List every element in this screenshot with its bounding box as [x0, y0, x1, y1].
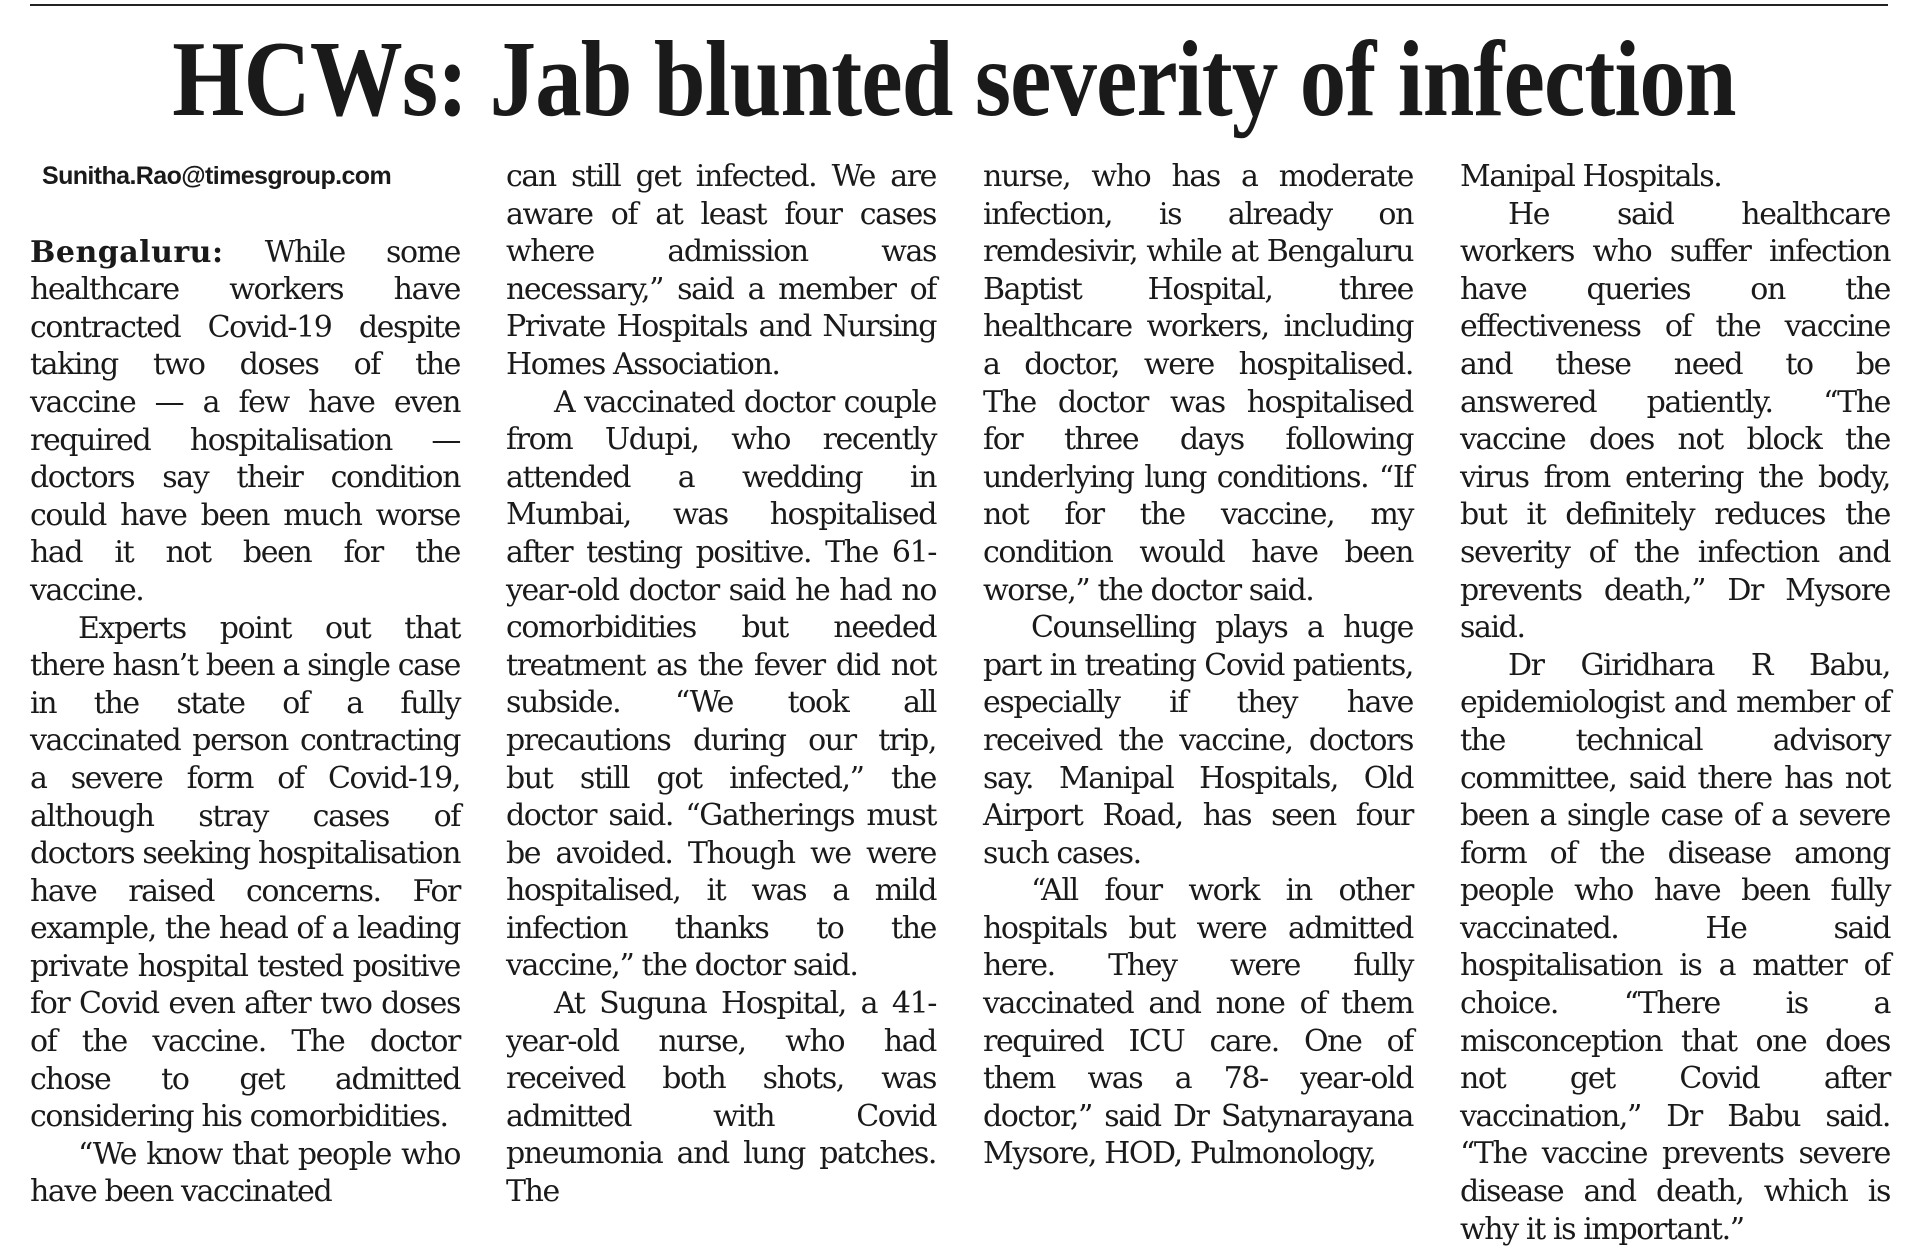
paragraph-4: A vaccinated doctor couple from Udupi, who recently attended a wedding in Mumbai, was hospitalised after testing positive. The 61-year-old doctor said he had no comorbidities but needed treatment as the fever did not subside. “We took all precautions during our trip, but still got infected,” the doctor said. “Gatherings must be avoided. Though we were hospitalised, it was a mild infection thanks to the vaccine,” the doctor said.: [506, 384, 936, 984]
paragraph-2: Experts point out that there hasn’t been a single case in the state of a fully vaccinated person contracting a severe form of Covid-19, although stray cases of doctors seeking hospitalisation have raised concerns. For example, the head of a leading private hospital tested positive for Covid even after two doses of the vaccine. The doctor chose to get admitted considering his comorbidities.: [30, 610, 460, 1135]
paragraph-7-end: Manipal Hospitals.: [1460, 159, 1722, 194]
paragraph-8: He said healthcare workers who suffer infection have queries on the effectiveness of the vaccine and these need to be answered patiently. “The vaccine does not block the virus from entering the body, but it definitely reduces the severity of the infection and prevents death,” Dr Mysore said.: [1460, 196, 1890, 646]
paragraph-7-start: “All four work in other hospitals but were admitted here. They were fully vaccinated and none of them required ICU care. One of them was a 78- year-old doctor,” said Dr Satynarayana Mysore, HOD, Pulmonology,: [983, 873, 1413, 1172]
article-column-2: [506, 158, 936, 1211]
dateline: Bengaluru:: [30, 234, 224, 270]
paragraph-6: Counselling plays a huge part in treating Covid patients, especially if they have received the vaccine, doctors say. Manipal Hospitals, Old Airport Road, has seen four such cases.: [983, 610, 1413, 871]
article-column-3: [983, 158, 1413, 1173]
top-rule: [30, 4, 1888, 6]
article-column-1: [30, 158, 460, 1211]
paragraph-9: Dr Giridhara R Babu, epidemiologist and member of the technical advisory committee, said there has not been a single case of a severe form of the disease among people who have been fully vaccinated. He said hospitalisation is a matter of choice. “There is a misconception that one does not get Covid after vaccination,” Dr Babu said. “The vaccine prevents severe disease and death, which is why it is important.”: [1460, 647, 1890, 1247]
paragraph-5-end: nurse, who has a moderate infection, is already on remdesivir, while at Bengaluru Baptist Hospital, three healthcare workers, including a doctor, were hospitalised. The doctor was hospitalised for three days following underlying lung conditions. “If not for the vaccine, my condition would have been worse,” the doctor said.: [983, 159, 1413, 608]
paragraph-5-start: At Suguna Hospital, a 41-year-old nurse, who had received both shots, was admitted with Covid pneumonia and lung patches. The: [506, 986, 936, 1210]
paragraph-1-text: While some healthcare workers have contracted Covid-19 despite taking two doses of the vaccine — a few have even required hospitalisation — doctors say their condition could have been much worse had it not been for the vaccine.: [30, 234, 461, 608]
paragraph-1: [30, 234, 460, 610]
paragraph-3-end: can still get infected. We are aware of at least four cases where admission was necessary,” said a member of Private Hospitals and Nursing Homes Association.: [506, 159, 936, 382]
article-column-4: [1460, 158, 1890, 1248]
byline-email: Sunitha.Rao@timesgroup.com: [42, 162, 392, 190]
headline: HCWs: Jab blunted severity of infection: [172, 20, 1736, 139]
paragraph-3-start: “We know that people who have been vaccinated: [30, 1136, 460, 1210]
